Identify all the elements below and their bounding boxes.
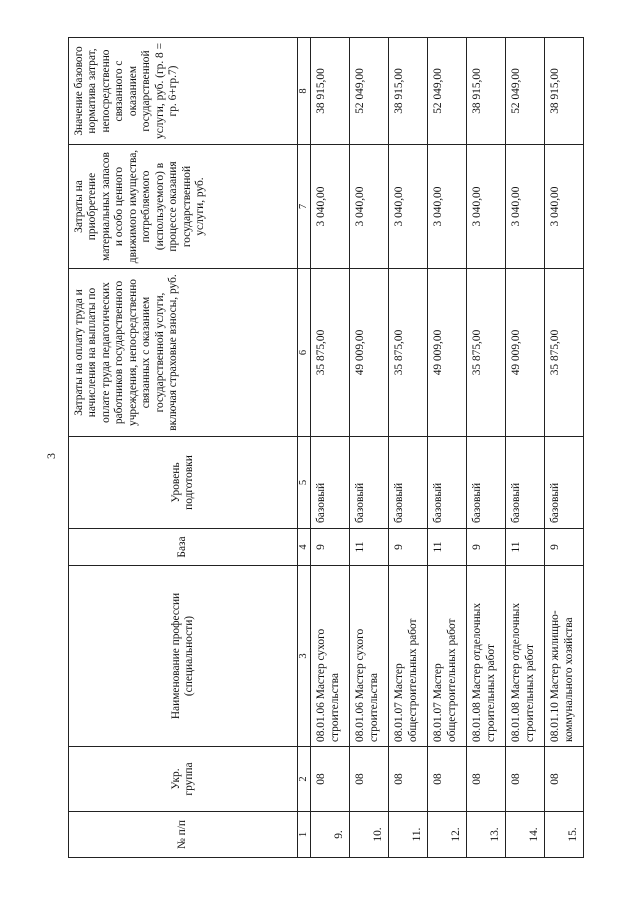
material-cost-cell: 3 040,00 bbox=[428, 145, 467, 269]
table-row bbox=[389, 38, 428, 858]
row-index: 15. bbox=[545, 812, 584, 858]
group-cell: 08 bbox=[467, 747, 506, 812]
header-total-norm: Значение базового норматива затрат, непосредственно связанного с оказанием государственной услуги, руб. (гр. 8 = гр. 6+гр.7) bbox=[69, 38, 298, 145]
profession-name-cell: 08.01.06 Мастер сухого строительства bbox=[350, 566, 389, 747]
total-norm-cell: 38 915,00 bbox=[311, 38, 350, 145]
base-cell: 9 bbox=[467, 529, 506, 566]
level-cell: базовый bbox=[350, 437, 389, 529]
row-index: 13. bbox=[467, 812, 506, 858]
table-row bbox=[311, 38, 350, 858]
column-number: 8 bbox=[298, 38, 311, 145]
header-material-costs: Затраты на приобретение материальных запасов и особо ценного движимого имущества, потребляемого (используемого) в процессе оказания государственной услуги, руб. bbox=[69, 145, 298, 269]
total-norm-cell: 52 049,00 bbox=[506, 38, 545, 145]
total-norm-cell: 38 915,00 bbox=[545, 38, 584, 145]
header-base: База bbox=[69, 529, 298, 566]
labor-cost-cell: 49 009,00 bbox=[506, 269, 545, 437]
labor-cost-cell: 35 875,00 bbox=[467, 269, 506, 437]
level-cell: базовый bbox=[428, 437, 467, 529]
header-num: № п/п bbox=[69, 812, 298, 858]
material-cost-cell: 3 040,00 bbox=[545, 145, 584, 269]
total-norm-cell: 52 049,00 bbox=[350, 38, 389, 145]
header-row bbox=[69, 38, 298, 858]
table-row bbox=[545, 38, 584, 858]
level-cell: базовый bbox=[545, 437, 584, 529]
row-index: 9. bbox=[311, 812, 350, 858]
base-cell: 9 bbox=[389, 529, 428, 566]
base-cell: 11 bbox=[350, 529, 389, 566]
base-cell: 9 bbox=[311, 529, 350, 566]
labor-cost-cell: 49 009,00 bbox=[350, 269, 389, 437]
total-norm-cell: 38 915,00 bbox=[389, 38, 428, 145]
total-norm-cell: 38 915,00 bbox=[467, 38, 506, 145]
row-index: 14. bbox=[506, 812, 545, 858]
material-cost-cell: 3 040,00 bbox=[389, 145, 428, 269]
row-index: 11. bbox=[389, 812, 428, 858]
page-number: 3 bbox=[44, 453, 58, 459]
profession-name-cell: 08.01.08 Мастер отделочных строительных работ bbox=[506, 566, 545, 747]
group-cell: 08 bbox=[311, 747, 350, 812]
profession-name-cell: 08.01.06 Мастер сухого строительства bbox=[311, 566, 350, 747]
group-cell: 08 bbox=[428, 747, 467, 812]
header-name: Наименование профессии (специальности) bbox=[69, 566, 298, 747]
labor-cost-cell: 35 875,00 bbox=[311, 269, 350, 437]
profession-name-cell: 08.01.08 Мастер отделочных строительных работ bbox=[467, 566, 506, 747]
column-number: 5 bbox=[298, 437, 311, 529]
group-cell: 08 bbox=[506, 747, 545, 812]
column-number: 3 bbox=[298, 566, 311, 747]
cost-norm-table bbox=[68, 37, 584, 858]
column-number: 6 bbox=[298, 269, 311, 437]
labor-cost-cell: 49 009,00 bbox=[428, 269, 467, 437]
material-cost-cell: 3 040,00 bbox=[467, 145, 506, 269]
profession-name-cell: 08.01.10 Мастер жилищно-коммунального хозяйства bbox=[545, 566, 584, 747]
table-row bbox=[506, 38, 545, 858]
row-index: 12. bbox=[428, 812, 467, 858]
header-level: Уровень подготовки bbox=[69, 437, 298, 529]
column-number: 2 bbox=[298, 747, 311, 812]
level-cell: базовый bbox=[389, 437, 428, 529]
table-row bbox=[428, 38, 467, 858]
profession-name-cell: 08.01.07 Мастер общестроительных работ bbox=[389, 566, 428, 747]
level-cell: базовый bbox=[467, 437, 506, 529]
rotated-table-container bbox=[68, 38, 579, 858]
labor-cost-cell: 35 875,00 bbox=[545, 269, 584, 437]
table-row bbox=[467, 38, 506, 858]
level-cell: базовый bbox=[506, 437, 545, 529]
header-group: Укр. группа bbox=[69, 747, 298, 812]
profession-name-cell: 08.01.07 Мастер общестроительных работ bbox=[428, 566, 467, 747]
level-cell: базовый bbox=[311, 437, 350, 529]
table-row bbox=[350, 38, 389, 858]
base-cell: 11 bbox=[506, 529, 545, 566]
column-number: 4 bbox=[298, 529, 311, 566]
group-cell: 08 bbox=[350, 747, 389, 812]
total-norm-cell: 52 049,00 bbox=[428, 38, 467, 145]
row-index: 10. bbox=[350, 812, 389, 858]
labor-cost-cell: 35 875,00 bbox=[389, 269, 428, 437]
column-number: 7 bbox=[298, 145, 311, 269]
base-cell: 11 bbox=[428, 529, 467, 566]
group-cell: 08 bbox=[545, 747, 584, 812]
material-cost-cell: 3 040,00 bbox=[506, 145, 545, 269]
base-cell: 9 bbox=[545, 529, 584, 566]
material-cost-cell: 3 040,00 bbox=[311, 145, 350, 269]
material-cost-cell: 3 040,00 bbox=[350, 145, 389, 269]
column-number: 1 bbox=[298, 812, 311, 858]
group-cell: 08 bbox=[389, 747, 428, 812]
header-labor-costs: Затраты на оплату труда и начисления на выплаты по оплате труда педагогических работников государственного учреждения, непосредственно связанных с оказанием государственной услуги, включая страховые взносы, руб. bbox=[69, 269, 298, 437]
column-number-row bbox=[298, 38, 311, 858]
